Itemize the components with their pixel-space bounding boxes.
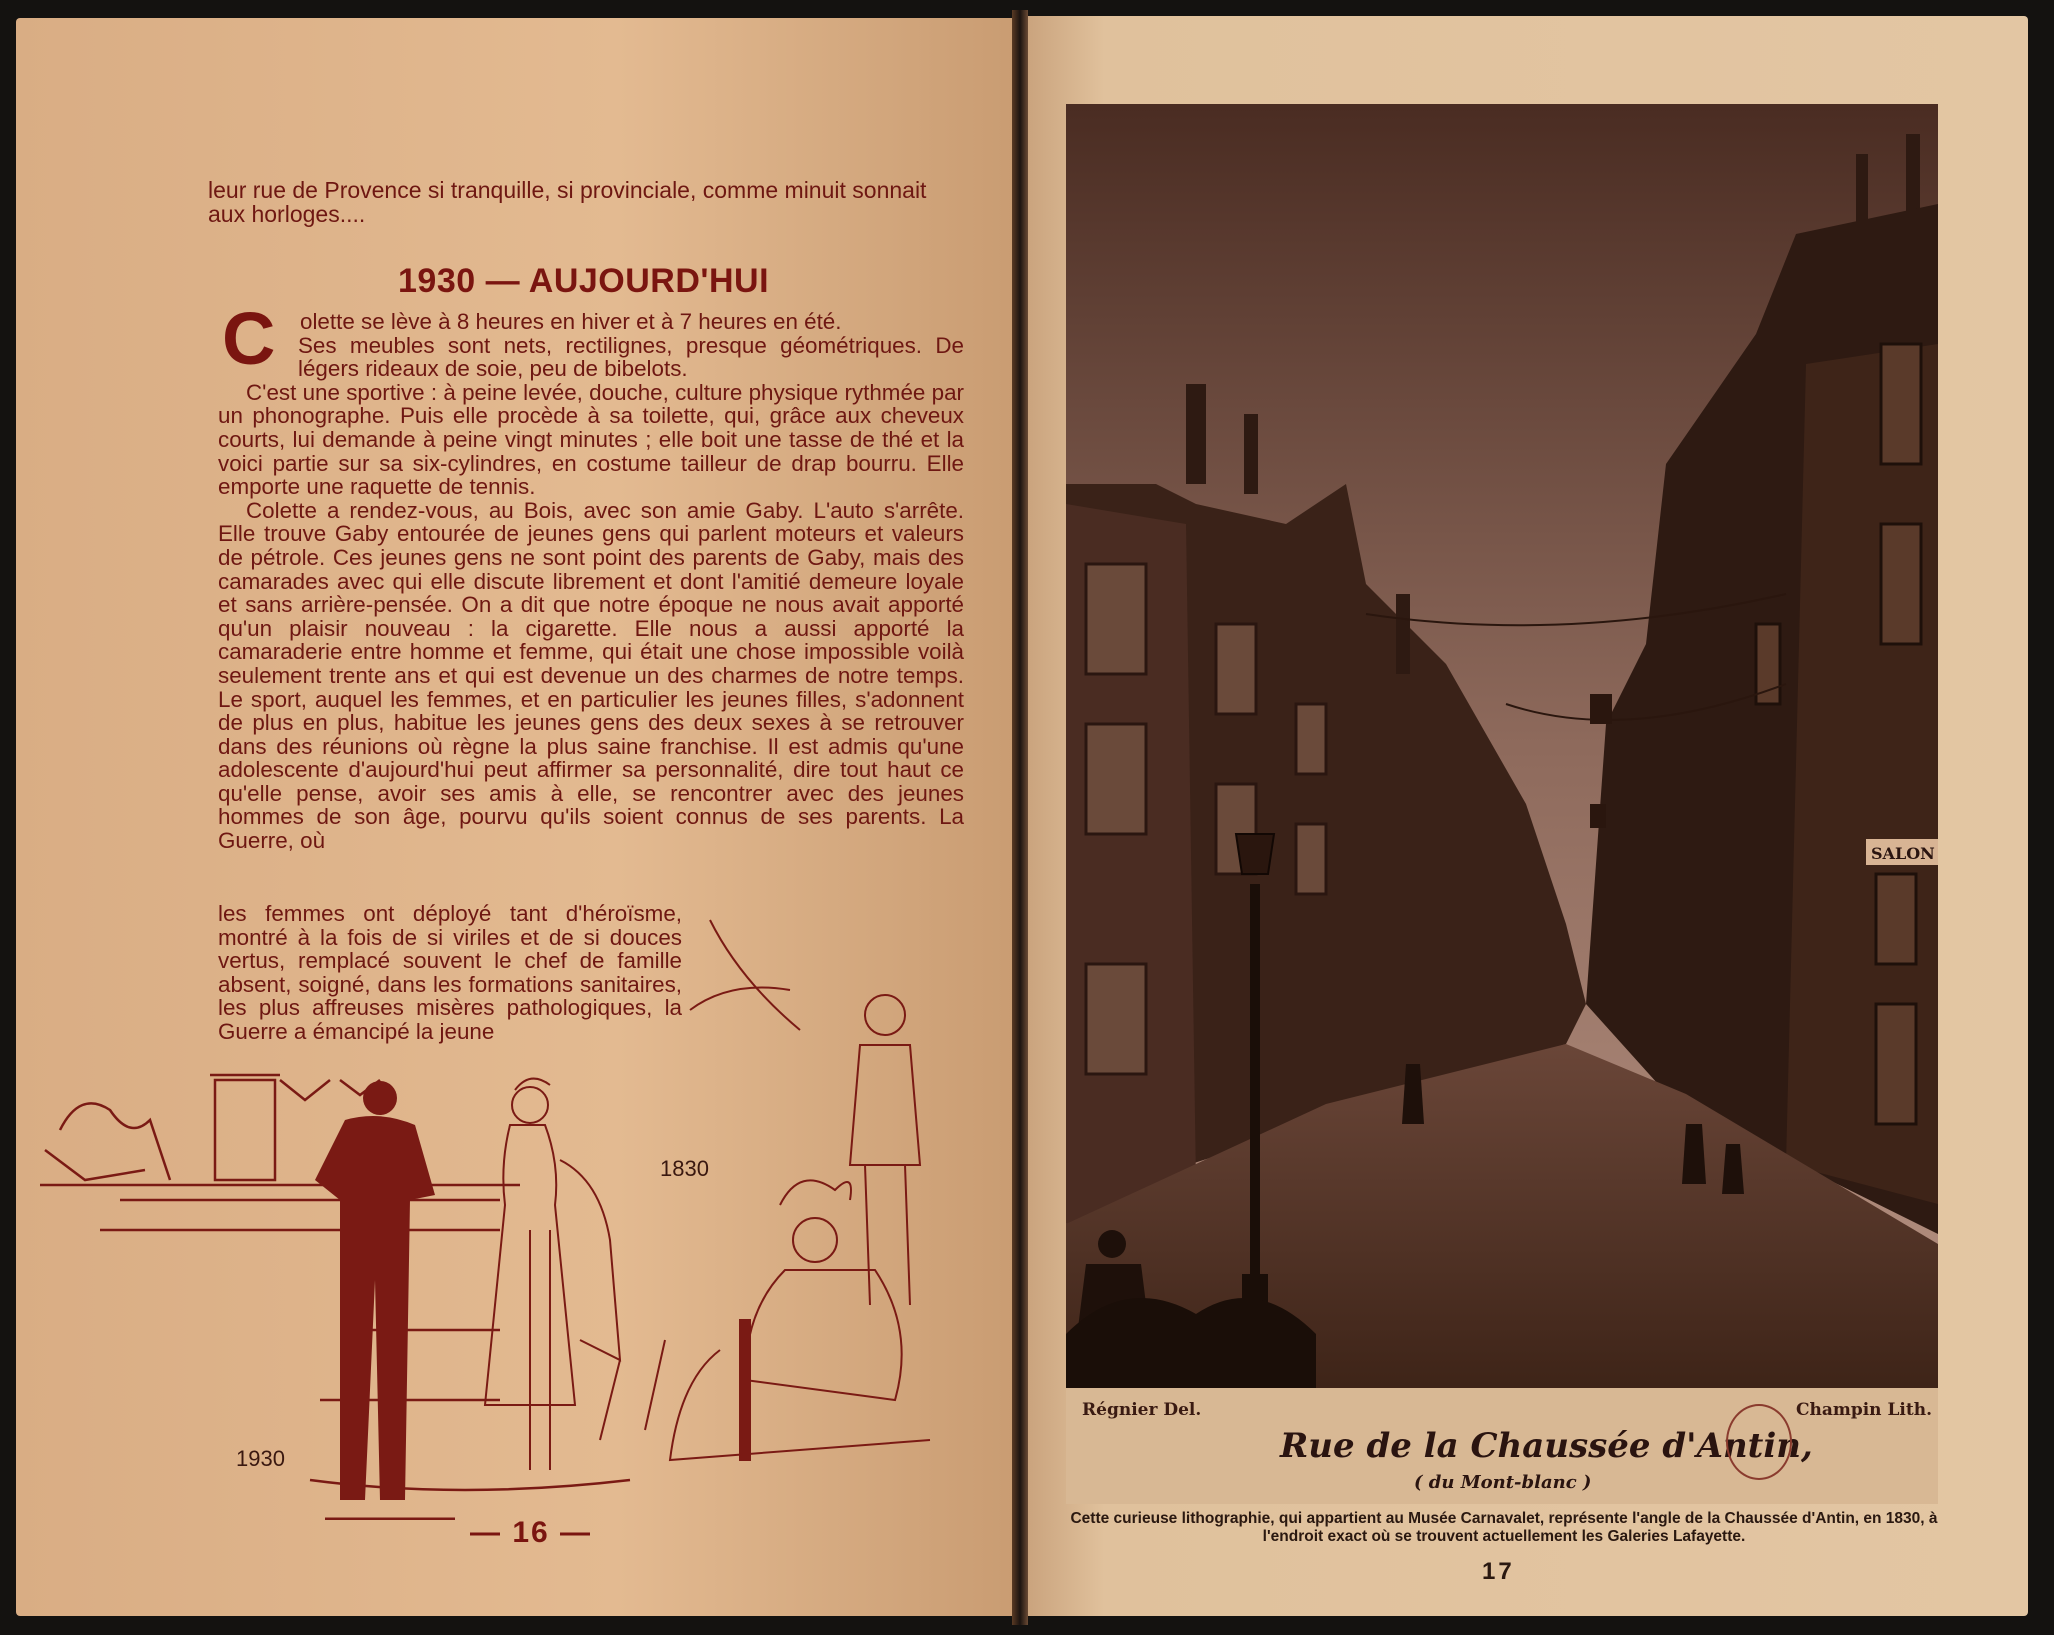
section-title: 1930 — AUJOURD'HUI (398, 262, 770, 300)
street-lithograph-image (1066, 104, 1938, 1388)
year-label-1830: 1830 (660, 1156, 709, 1181)
lithograph-title: Rue de la Chaussée d'Antin, (1280, 1426, 1813, 1466)
lithograph-subtitle: ( du Mont-blanc ) (1414, 1472, 1592, 1493)
body-text (218, 310, 964, 853)
drop-cap: C (222, 297, 276, 380)
paragraph-3-continued: les femmes ont déployé tant d'héroïsme, montré à la fois de si viriles et de si douces vertus, remplacé souvent le chef de famille absent, soigné, dans les formations sanitaires, les plus affreuses misères pathologiques, la Guerre a émancipé la jeune (218, 901, 682, 1044)
paragraph-2: C'est une sportive : à peine levée, douche, culture physique rythmée par un phonographe. Puis elle procède à sa toilette, qui, grâce aux cheveux courts, lui demande à peine vingt minutes ; elle boit une tasse de thé et la voici partie sur sa six-cylindres, en costume tailleur de drap bourru. Elle emporte une raquette de tennis. (218, 379, 964, 500)
lithograph-caption: Cette curieuse lithographie, qui appartient au Musée Carnavalet, représente l'angle de la Chaussée d'Antin, en 1830, à l'endroit exact où se trouvent actuellement les Galeries Lafayette. (1070, 1510, 1938, 1545)
woman-1930 (485, 1079, 620, 1470)
paragraph-1-first-line: olette se lève à 8 heures en hiver et à 7 heures en été. (300, 309, 842, 334)
paragraph-1-rest: Ses meubles sont nets, rectilignes, presque géométriques. De légers rideaux de soie, peu de bibelots. (298, 332, 964, 382)
fashion-illustration (40, 900, 1000, 1520)
book-gutter (1012, 10, 1028, 1625)
page-number-right: 17 (1482, 1558, 1515, 1585)
man-in-suit-1930 (315, 1081, 455, 1520)
year-label-1930: 1930 (236, 1446, 285, 1471)
bar-counter-drawing (40, 1075, 630, 1490)
paragraph-3: Colette a rendez-vous, au Bois, avec son amie Gaby. L'auto s'arrête. Elle trouve Gaby entourée de jeunes gens qui parlent moteurs et valeurs de pétrole. Ces jeunes gens ne sont point des parents de Gaby, mais des camarades avec qui elle discute librement et dont l'amitié demeure loyale et sans arrière-pensée. On a dit que notre époque ne nous avait apporté qu'un plaisir nouveau : la cigarette. Elle nous a aussi apporté la camaraderie entre homme et femme, qui était une chose impossible voilà seulement trente ans et qui est devenue un des charmes de notre temps. Le sport, auquel les femmes, et en particulier les jeunes filles, s'adonnent de plus en plus, habitue les jeunes gens des deux sexes à se retrouver dans des réunions où règne la plus saine franchise. Il est admis qu'une adolescente d'aujourd'hui peut affirmer sa personnalité, dire tout haut ce qu'elle pense, avoir ses amis à elle, se rencontrer avec des jeunes hommes de son âge, pourvu qu'ils soient connus de ses parents. La Guerre, où (218, 497, 964, 854)
lithographer-credit: Champin Lith. (1795, 1400, 1932, 1420)
shop-sign: SALON (1871, 844, 1935, 863)
page-number-left: — 16 — (470, 1516, 593, 1549)
ville-de-paris-stamp (1726, 1404, 1792, 1480)
lithograph-plate (1066, 104, 1938, 1504)
intro-paragraph: leur rue de Provence si tranquille, si provinciale, comme minuit sonnait aux horloges.... (208, 177, 927, 227)
couple-1830 (600, 920, 930, 1460)
paragraph-1 (218, 310, 964, 381)
lamp-post (1250, 884, 1260, 1304)
artist-credit: Régnier Del. (1082, 1400, 1202, 1420)
